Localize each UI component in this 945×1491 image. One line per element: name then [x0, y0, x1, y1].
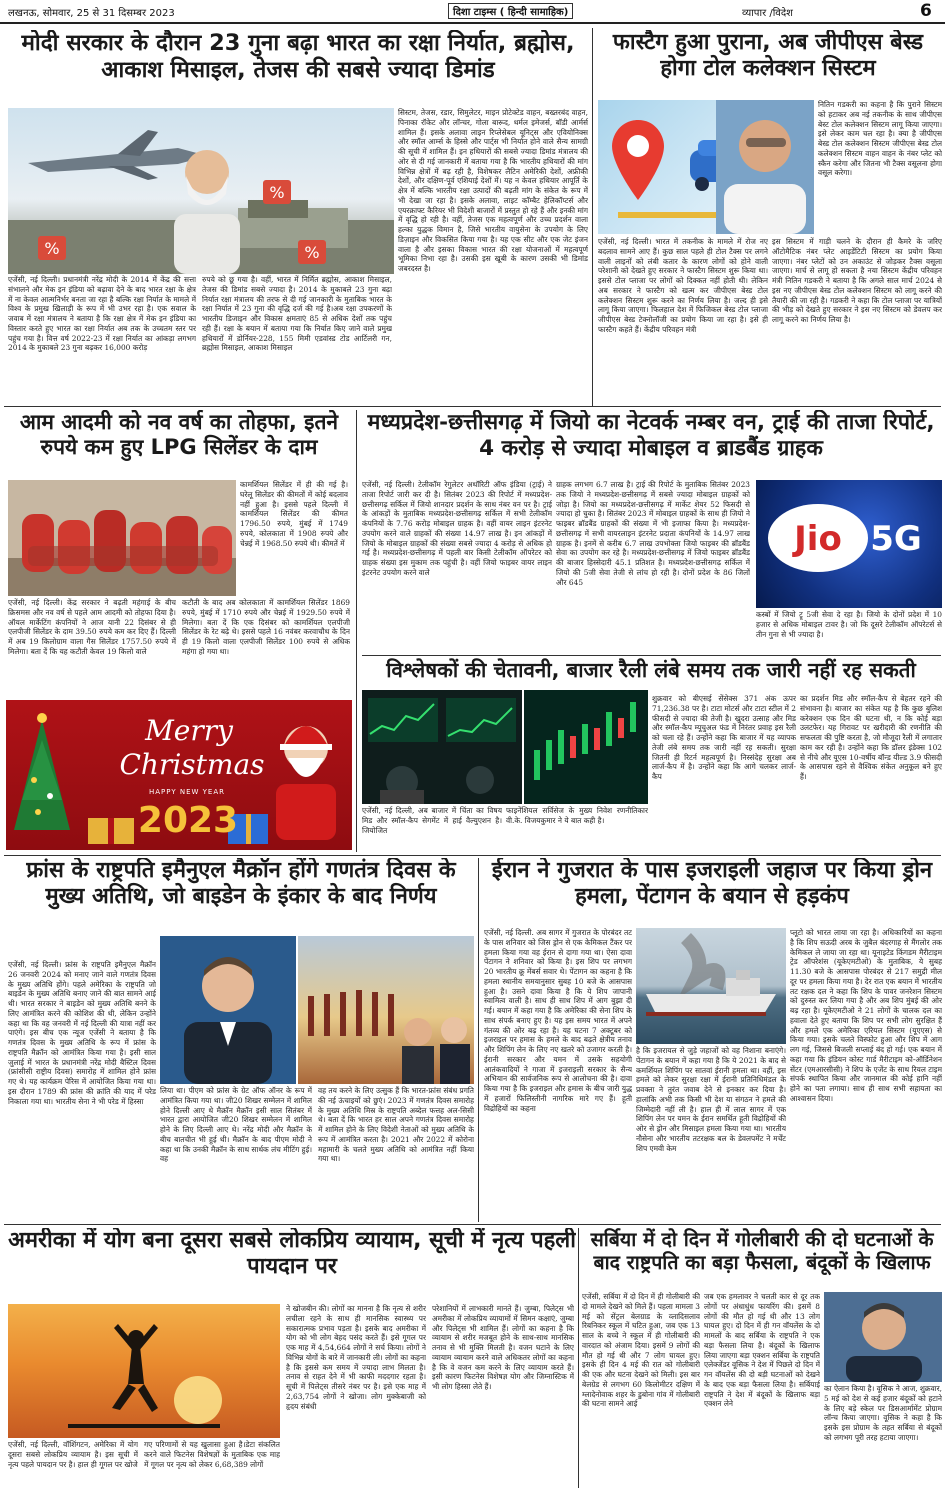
market-col4: का प्रदर्शन मिड और स्मॉल-कैप से बेहतर रहने की संभावना है। बाजार का संकेत यह है कि कुछ बुलिश करेक्शन एक दिन की घटना थी, न कि कोई बड़ा उलटफेर। यह गिरावट पर खरीदारी की रणनीति की सफलता की पुष्टि करता है, जो मौजूदा रैली में लगातार काम कर रही है। उन्होंने कहा कि डॉलर इंडेक्स 102 से नीचे और यूएस 10-वर्षीय बॉन्ड यील्ड 3.9 फीसदी के आसपास रहने से वैश्विक संकेत अनुकूल बने हुए हैं। [800, 694, 942, 782]
defence-col1: एजेंसी, नई दिल्ली। प्रधानमंत्री नरेंद्र मोदी के 2014 में केंद्र की सत्ता संभालने और मेक इन इंडिया को बढ़ावा देने के बाद भारत रक्षा के क्षेत्र में ना केवल आत्मनिर्भर बनता जा रहा है बल्कि रक्षा निर्यात के मामले में विश्व के प्रमुख खिलाड़ी के रूप में भी उभर रहा है। एक सवाल के जवाब में रक्षा मंत्रालय ने बताया है कि रक्षा क्षेत्र में मेक इन इंडिया का विस्तार करते हुए भारत का रक्षा निर्यात अब तक के उच्चतम स्तर पर पहुंच गया है। वित्त वर्ष 2022-23 में रक्षा निर्यात का आंकड़ा लगभग 2014 के मुकाबले 23 गुना बढ़कर 16,000 करोड़ [8, 275, 196, 353]
market-headline: विश्लेषकों की चेतावनी, बाजार रैली लंबे समय तक जारी नहीं रह सकती [386, 658, 916, 682]
stock-chart-image [524, 690, 648, 804]
row-rule [4, 406, 941, 407]
iran-col3: प्लूटो को भारत लाया जा रहा है। अधिकारियों का कहना है कि शिप सऊदी अरब के जुबैल बंदरगाह से मैंगलोर तक केमिकल ले जाया जा रहा था। यूनाइटेड किंगडम मैरीटाइम ट्रेड ऑपरेशंस (यूकेएमटीओ) के मुताबिक, ये सुबह 11.30 बजे के आसपास पोरबंदर से 217 समुद्री मील दूर पर हमला किया गया है। देर रात एक बयान में भारतीय तट रक्षक दल ने कहा कि शिप के पावर जनरेशन सिस्टम को दुरुस्त कर लिया गया है और अब शिप मुंबई की ओर बढ़ रहा है। यूकेएमटीओ ने 21 लोगों के चालक दल का हवाला देते हुए बताया कि शिप पर सभी लोग सुरक्षित हैं और हमले एक अमेरिका एरियल सिस्टम (यूएएस) से किया गया। इसके चलते विस्फोट हुआ और शिप में आग लग गई, जिससे बिजली सप्लाई बंद हो गई। एक बयान में कहा गया कि इंडियन कोस्ट गार्ड मैरीटाइम को-ऑर्डिनेशन सेंटर (एमआरसीसी) ने शिप के एजेंट के साथ रियल टाइम संपर्क स्थापित किया और जानमाल की कोई हानि नहीं होने का पता लगाया। साथ ही साथ सभी सहायता का आश्वासन दिया। [790, 928, 942, 1104]
yoga-headline: अमरीका में योग बना दूसरा सबसे लोकप्रिय व्यायाम, सूची में नृत्य पहली पायदान पर [8, 1228, 576, 1280]
gadkari-portrait [716, 100, 814, 234]
row-rule [4, 1224, 941, 1225]
serbia-headline: सर्बिया में दो दिन में गोलीबारी की दो घटनाओं के बाद राष्ट्रपति का बड़ा फैसला, बंदूकों के खिलाफ [590, 1228, 934, 1275]
republic-parade-image [298, 936, 474, 1084]
lpg-side-text: कामर्शियल सिलेंडर में ही की गई है। घरेलू सिलेंडर की कीमतों में कोई बदलाव नहीं हुआ है। इससे पहले दिल्ली में कामर्शियल सिलेंडर की कीमत 1796.50 रुपये, मुंबई में 1749 रुपये, कोलकाता में 1908 रुपये और चेन्नई में 1968.50 रुपये थी। कीमतें में [240, 480, 348, 548]
svg-text:Jio: Jio [794, 519, 842, 559]
france-col2: लिया था। पीएम को फ्रांस के ग्रेट ऑफ ऑनर के रूप में आमंत्रित किया गया था। जी20 शिखर सम्मेलन में शामिल होने दिल्ली आए थे मैक्रॉन मैक्रॉन इसी साल सितंबर में भारत द्वारा आयोजित जी20 शिखर सम्मेलन में शामिल होने के लिए दिल्ली आए थे। नरेंद्र मोदी और मैक्रॉन के बीच बातचीत भी हुई थी। मैक्रॉन के बाद पीएम मोदी ने कहा था कि उनकी मैक्रॉन के साथ सार्थक लंच मीटिंग हुई। वह [160, 1086, 312, 1164]
yoga-col1: एजेंसी, नई दिल्ली, वॉशिंगटन, अमेरिका में योग दूसरा सबसे लोकप्रिय व्यायाम है। इस सूची में नृत्य पहले पायदान पर है। हाल ही गूगल पर खोजे [8, 1440, 138, 1469]
market-col1: एजेंसी, नई दिल्ली, अब बाजार में चिंता का विषय मिड और स्मॉल-कैप सेगमेंट में हाई वैल्युएशन है। जियोजित [362, 806, 502, 835]
svg-text:%: % [304, 243, 320, 262]
happy-new-year-banner: HAPPY NEW YEAR [149, 788, 225, 796]
column-rule [578, 1228, 579, 1488]
jio-col2: ग्राहक लगभग 6.7 लाख है। ट्राई की रिपोर्ट के मुताबिक सितंबर 2023 तक जियो ने मध्यप्रदेश-छत्तीसगढ़ में सबसे ज्यादा मोबाइल ग्राहकों को जोड़ा है। जियो का मध्यप्रदेश-छत्तीसगढ़ में मार्केट शेयर 52 फिसदी से ज्यादा हो चुका है। सितंबर 2023 में मोबाइल ग्राहकों के साथ ही जियो ने फाइबर ब्रॉडबैंड ग्राहकों की संख्या में भी इजाफा किया है। मध्यप्रदेश-छत्तीसगढ़ में सभी वायरलाइन इंटरनेट प्रदाता कंपनियों के 14.97 लाख ग्राहक है। इनमें से करीब 6.7 लाख उपभोक्ता जियो फाइबर की ब्रॉडबैंड सेवा का उपयोग कर रहे है। मध्यप्रदेश-छत्तीसगढ़ में जियो फाइबर ब्रॉडबैंड की बाजार हिस्सेदारी 45.1 प्रतिशत है। मध्यप्रदेश-छत्तीसगढ़ सर्किल में जियो की 5जी सेवा तेजी से लांच हो रही है। दोनों प्रदेश के 86 जिलों और 645 [556, 480, 750, 587]
defence-col3: सिस्टम, तेजस, रडार, सिमुलेटर, माइन प्रोटेक्टेड वाहन, बख्तरबंद वाहन, पिनाका रॉकेट और लॉन्चर, गोला बारूद, थर्मल इमेजर्स, बॉडी आर्मर्स शामिल हैं। इसके अलावा लाइन रिप्लेसेबल यूनिट्स और एवियोनिक्स और स्मॉल आर्म्स के हिस्से और पार्ट्स भी निर्यात होने वाले सैन्य सामग्री की सूची में शामिल हैं। इन हथियारों की सबसे ज्यादा डिमांड मंत्रालय की ओर से दी गई जानकारी में बताया गया है कि भारतीय हथियारों की मांग विभिन्न क्षेत्रों में बढ़ रही है, विशेषकर लैटिन अमेरिकी देशों, अफ्रीकी देशों, और दक्षिण-पूर्व एशियाई देशों में। यह न केवल हथियार आपूर्ति के क्षेत्र में बल्कि भारतीय रक्षा उत्पादों की बढ़ती मांग के संकेत के रूप में भी देखा जा रहा है। इसके अलावा, लाइट कॉम्बैट हेलिकॉप्टर्स और एयरक्राफ्ट कैरियर भी विदेशी बाजारों में प्रस्तुत हो रहे हैं और इनकी मांग में वृद्धि हो रही है। वहीं, तेजस एक महत्वपूर्ण और उच्च प्रदर्शन वाला हल्का युद्धक विमान है, जिसे भारतीय वायुसेना के उपयोग के लिए डिज़ाइन और विकसित किया गया है। यह एक सीट और एक जेट इंजन वाला है और इसका विकास भारत की रक्षा योजनाओं में महत्वपूर्ण भूमिका निभा रहा है। उसकी इस खूबी के कारण उसकी भी डिमांड जबरदस्त है। [398, 108, 588, 274]
lpg-headline: आम आदमी को नव वर्ष का तोहफा, इतने रुपये कम हुए LPG सिलेंडर के दाम [19, 410, 339, 460]
column-rule [478, 858, 479, 1222]
vucic-portrait [824, 1292, 942, 1382]
row-rule [362, 655, 941, 656]
iran-col1: एजेंसी, नई दिल्ली. अब सागर में गुजरात के पोरबंदर तट के पास शनिवार को जिस ड्रोन से एक केमिकल टैंकर पर हमला किया गया वह ईरान से दागा गया था। ऐसा दावा पेंटागन ने शनिवार को किया है। इस शिप पर लगभग 20 भारतीय क्रू मेंबर्स सवार थे। पेंटागन का कहना है कि हमला स्थानीय समयानुसार सुबह 10 बजे के आसपास हुआ है। उसने दावा किया है कि ये शिप जापानी स्वामित्व वाली है। साथ ही साथ शिप में आग बुझा दी गई। बयान में कहा गया है कि अमेरिका की सेना शिप के साथ संपर्क बनाए हुए है। यह इस समय भारत में अपने गंतव्य की ओर बढ़ रहा है। यह घटना 7 अक्टूबर को इजराइल पर हमास के हमले के बाद बढ़ते क्षेत्रीय तनाव और शिपिंग लेन के लिए नए खतरे को उजागर करती है। ईरानी सरकार और यमन में उसके सहयोगी आतंकवादियों ने गाजा में इजराइली सरकार के सैन्य अभियान की सार्वजनिक रूप से आलोचना की है। दावा किया गया है कि इजराइल और हमास के बीच जारी युद्ध में हजारों फिलिस्तीनी नागरिक मारे गए हैं। हूती विद्रोहियों का कहना [484, 928, 632, 1113]
macron-portrait [160, 936, 296, 1084]
svg-text:%: % [44, 239, 60, 258]
lpg-col2: कटौती के बाद अब कोलकाता में कामर्शियल सिलेंडर 1869 रुपये, मुंबई में 1710 रुपये और चेन्नई में 1929.50 रुपये में मिलेगा। बता दें कि एक दिसंबर को कामर्शियल एलपीजी सिलेंडर के रेट बढ़े थे। इससे पहले 16 नवंबर करवाचौथ के दिन ही 19 किलो वाला एलपीजी सिलेंडर 100 रुपये से अधिक महंगा हो गया था। [182, 598, 350, 656]
yoga-col3: ने खोजबीन की। लोगों का मानना है कि नृत्य से शरीर लचीला रहने के साथ ही मानसिक स्वास्थ्य पर सकारात्मक प्रभाव पड़ता है। इसके बाद अमरीका में योग को भी लोग बेहद पसंद करते हैं। इसे गूगल पर एक माह में 4,54,664 लोगों ने सर्च किया। लोगों ने विभिन्न योगों के बारे में जानकारी ली। लोगों का कहना है कि इससे कम समय में ज्यादा लाभ मिलता है। तनाव से राहत देने में भी काफी मददगार रहता है। सूची में पिलेट्स तीसरे नंबर पर है। इसे एक माह में 2,63,754 लोगों ने खोजा। लोग मुक्केबाजी को हृदय संबंधी [286, 1304, 426, 1411]
iran-headline: ईरान ने गुजरात के पास इजराइली जहाज पर किया ड्रोन हमला, पेंटागन के बयान से हड़कंप [491, 858, 933, 910]
masthead-dateline: लखनऊ, सोमवार, 25 से 31 दिसम्बर 2023 [8, 8, 175, 19]
serbia-col1: एजेंसी, सर्बिया में दो दिन में ही गोलीबारी की दो मामले देखने को मिले हैं। पहला मामला 3 मई को सेंट्रल बेलग्राड के व्लादिसलाव रिबनिकर स्कूल में घटित हुआ, जब एक 13 साल के बच्चे ने स्कूल में ही गोलीबारी की वारदात को अंजाम दिया। इसमें 9 लोगों की मौत हो गई थी और 7 लोग घायल हुए। इसके ही दिन 4 मई की रात को गोलीबारी की एक और घटना देखने को मिली। इस बार बेलग्रेड से लगभग 60 किलोमीटर दक्षिण में म्लादेनोवाक शहर के डुबोना गांव में गोलीबारी की घटना सामने आई [582, 1292, 700, 1409]
lpg-col1: एजेंसी, नई दिल्ली। केंद्र सरकार ने बढ़ती महंगाई के बीच क्रिसमस और नव वर्ष से पहले आम आदमी को तोहफा दिया है। ऑयल मार्केटिंग कंपनियों ने आज यानी 22 दिसंबर से ही एलपीजी सिलेंडर के दाम 39.50 रुपये कम कर दिए हैं। दिल्ली में अब 19 किलोग्राम वाला गैस सिलेंडर 1757.50 रुपये में मिलेगा। बता दें कि यह कटौती केवल 19 किलो वाले [8, 598, 176, 656]
stock-screens-image [362, 690, 522, 804]
jio-col1: एजेंसी, नई दिल्ली। टेलीकॉम रेगुलेटर अथॉरिटी ऑफ इंडिया (ट्राई) ने ताजा रिपोर्ट जारी कर दी है। सितंबर 2023 की रिपोर्ट में मध्यप्रदेश-छत्तीसगढ़ सर्किल में जियो शानदार प्रदर्शन के साथ नंबर वन पर है। ट्राई के आंकड़ों के मुताबिक मध्यप्रदेश-छत्तीसगढ़ सर्किल में सभी टेलीकॉम कंपनियों के 7.76 करोड़ मोबाइल ग्राहक है। वहीं वायर लाइन इंटरनेट उपयोग करने वाले ग्राहकों की संख्या 14.97 लाख है। इन आंकड़ों में जियो के मोबाइल ग्राहकों की संख्या सबसे ज्यादा 4 करोड़ से अधिक हो गई है। मध्यप्रदेश-छत्तीसगढ़ में पहली बार किसी टेलीकॉम ऑपरेटर को ग्राहक संख्या इस मुकाम तक पहुंची है। वहीं जियो फाइबर वायर लाइन इंटरनेट उपयोग करने वाले [362, 480, 552, 577]
yoga-col4: परेशानियों में लाभकारी मानते हैं। जुम्बा, पिलेट्स भी अमरीका में लोकप्रिय व्यायामों में सिमन कक्षाएं, जुम्बा और पिलेट्स भी शामिल हैं। लोगों का कहना है कि व्यायाम से शरीर मजबूत होने के साथ-साथ मानसिक तनाव से भी मुक्ति मिलती है। वजन घटाने के लिए व्यायाम व्यायाम करने वाले अधिकतर लोगों का कहना है कि वे वजन कम करने के लिए व्यायाम करते हैं। इसी कारण फिटनेस विशेषज्ञ योग और जिम्नास्टिक में भी लोग हिस्सा लेते हैं। [432, 1304, 574, 1392]
year-2023: 2023 [137, 800, 239, 841]
serbia-col3: का ऐलान किया है। वूसिक ने आज, शुक्रवार, 5 मई को देश से कई हजार बंदूकों को हटाने के लिए बड़े स्केल पर डिसआर्मामेंट प्रोग्राम लॉन्च किया जाएगा। वूसिक ने कहा है कि इसके इस प्रोग्राम के तहत सर्बिया से बंदूकों को लगभग पूरी तरह हटाया जाएगा। [824, 1384, 942, 1442]
gps-pin-icon [612, 120, 664, 200]
jio-col3: कस्बों में जियो ट्रू 5जी सेवा दे रहा है। जियो के दोनों प्रदेश में 10 हजार से अधिक मोबाइल टावर है। जो कि दूसरे टेलीकॉम ऑपरेटर्स से तीन गुना से भी ज्यादा है। [756, 610, 942, 639]
row-rule [4, 855, 941, 856]
svg-text:5G: 5G [870, 519, 922, 559]
fighter-jet-image [8, 108, 394, 274]
yoga-silhouette-image [8, 1304, 280, 1438]
fastag-col1: एजेंसी, नई दिल्ली। भारत में तकनीक के मामले में रोज नए बदलाव सामने आए हैं। कुछ साल पहले ही टोल टैक्स पर लगने वाली लाइनों को लंबी कतार के कारण लोगों को होने वाली परेशानी को देखते हुए सरकार ने फास्टैग सिस्टम शुरू किया था। इससे टोल प्लाजा पर लोगों को दिक्कत नहीं होती थी। लेकिन अब सरकार ने फास्टैग को खत्म कर जीपीएस बेस्ड टोल कलेक्शन सिस्टम शुरू करने का निर्णय लिया है। जल्द ही इसे लागू किया जाएगा। फिलहाल देश में फिजिकल बेस्ड टोल प्लाजा जीपीएस बेस्ड टेक्नोलॉजी का प्रयोग किया जा रहा है। इसे ही फास्टैग कहते हैं। केंद्रीय परिवहन मंत्री [598, 237, 768, 334]
burning-ship-image [636, 928, 786, 1044]
serbia-col2: जब एक हमलावर ने चलती कार से दूर तक लोगों पर अंधाधुंध फायरिंग की। इसमें 8 लोगों की मौत हो गई थी और 13 लोग घायल हुए। दो दिन में ही गन वॉयलेंस के दो मामलों के बाद सर्बिया के राष्ट्रपति ने एक बड़ा फैसला लिया है। बंदूकों के खिलाफ लिया जाएगा बड़ा एक्शन सर्बिया के राष्ट्रपति एलेक्जेंडर वूसिक ने देश में पिछले दो दिन में गन वॉयलेंस की दो बड़ी घटनाओं को देखने के बाद एक बड़ा फैसला लिया है। सर्बियाई राष्ट्रपति ने देश में बंदूकों के खिलाफ बड़ा एक्शन लेने [704, 1292, 820, 1409]
masthead [0, 0, 945, 24]
france-col3: वह तय करने के लिए उत्सुक हैं कि भारत-फ्रांस संबंध प्रगति की नई ऊंचाइयों को छुएं। 2023 में गणतंत्र दिवस समारोह के मुख्य अतिथि मिस्र के राष्ट्रपति अब्देल फत्तह अल-सिसी थे। बता दें कि भारत हर साल अपने गणतंत्र दिवस समारोह में शामिल होने के लिए विदेशी नेताओं को मुख्य अतिथि के रूप में आमंत्रित करता है। 2021 और 2022 में कोरोना महामारी के चलते मुख्य अतिथि को आमंत्रित नहीं किया गया था। [318, 1086, 474, 1164]
masthead-paper-name: दिशा टाइम्स ( हिन्दी सामाहिक) [448, 3, 573, 19]
market-col2: फाइनेंशियल सर्विसेज के मुख्य निवेश रणनीतिकार वी.के. विजयकुमार ने ये बात कही है। [506, 806, 648, 825]
iran-col2: है कि इजरायल से जुड़े जहाजों को वह निशाना बनाएंगे। पेंटागन के बयान में कहा गया है कि ये 2021 के बाद से कमर्शियल शिपिंग पर सातवां ईरानी हमला था। वहीं, इस हमले को लेकर सुरक्षा रक्षा में ईरानी प्रतिनिधिमंडल के प्रवक्ता ने तुरंत जवाब देने से इनकार कर दिया है। हालांकि अभी तक किसी भी देश या संगठन ने हमले की जिम्मेदारी नहीं ली है। हाल ही में लाल सागर में एक शिपिंग लेन पर यमन के ईरान समर्थित हूती विद्रोहियों की ओर से ड्रोन और मिसाइल हमला किया गया था। भारतीय नौसेना और भारतीय तटरक्षक बल के डेवलपमेंट ने मर्चेंट शिप एमवी केम [636, 1046, 786, 1153]
france-headline: फ्रांस के राष्ट्रपति इमैनुएल मैक्रॉन होंगे गणतंत्र दिवस के मुख्य अतिथि, जो बाइडेन के इंकार के बाद निर्णय [26, 858, 456, 910]
fastag-headline: फास्टैग हुआ पुराना, अब जीपीएस बेस्ड होगा टोल कलेक्शन सिस्टम [612, 30, 924, 82]
market-col3: शुक्रवार को बीएसई सेंसेक्स 371 अंक ऊपर 71,236.38 पर है। टाटा मोटर्स और टाटा स्टील में 2 फीसदी से ज्यादा की तेजी है। खुदरा उत्साह और मिड और स्मॉल-कैप म्यूचुअल फंड में निरंतर प्रवाह इस रैली को चला रहे हैं। उन्होंने कहा कि बाजार में यह व्यापक तेजी लंबे समय तक जारी नहीं रह सकती। सुरक्षा जितनी ही रिटर्न महत्वपूर्ण है। निस्संदेह सुरक्षा अब लार्ज-कैप में है। उन्होंने कहा कि आगे चलकर लार्ज-कैप [652, 694, 796, 782]
page-number: 6 [920, 1, 932, 21]
defence-col2: रुपये को छू गया है। वहीं, भारत में निर्मित ब्रह्मोस, आकाश मिसाइल, तेजस की डिमांड सबसे ज्यादा है। 2014 के मुकाबले 23 गुना बढ़ा निर्यात रक्षा मंत्रालय की तरफ से दी गई जानकारी के मुताबिक भारत के रक्षा निर्यात में 23 गुना की वृद्धि दर्ज की गई है।अब रक्षा उपकरणों के भारतीय डिजाइन और विकास क्षमताएं 85 से अधिक देशों तक पहुंच रही हैं। रक्षा के बयान में बताया गया कि निर्यात किए जाने वाले प्रमुख हथियारों में डोर्नियर-228, 155 मिमी एडवांस्ड टोड आर्टिलरी गन, ब्रह्मोस मिसाइल, आकाश मिसाइल [202, 275, 392, 353]
yoga-col2: गए परिणामों से यह खुलासा हुआ है।डेटा संकलित करने वाले फिटनेस विशेषज्ञों के मुताबिक एक माह में गूगल पर नृत्य को लेकर 6,68,389 लोगों [144, 1440, 280, 1469]
svg-text:%: % [269, 183, 285, 202]
column-rule [592, 28, 593, 406]
fastag-col2: इस सिस्टम में गाड़ी चलने के दौरान ही कैमरे के जरिए ऑटोमैटिक नंबर प्लेट आइडेंटिटी सिस्टम का प्रयोग किया जाएगा। नंबर प्लेटों को उन अकाउंट से जोड़कर टैक्स वसूला जाएगा। मार्च से लागू हो सकता है नया सिस्टम केंद्रीय परिवहन मंत्री नितिन गडकरी ने बताया है कि अगले साल मार्च 2024 से इस नए जीपीएस बेस्ड टोल कलेक्शन सिस्टम को लागू करने की तैयारी की जा रही है। गडकरी ने कहा कि टोल प्लाजा पर यात्रियों की भीड़ को देखते हुए सरकार ने इस नए सिस्टम को डेवलप कर लागू करने का निर्णय लिया है। [772, 237, 942, 325]
fastag-side-text: नितिन गडकरी का कहना है कि पुराने सिस्टम को हटाकर अब नई तकनीक के साथ जीपीएस बेस्ट टोल कलेक्शन सिस्टम लागू किया जाएगा। इसे लेकर काम चल रहा है। क्या है जीपीएस बेस्ड टोल कलेक्शन सिस्टम जीपीएस बेस्ड टोल कलेक्शन सिस्टम वाहन वाहन के नंबर प्लेट को स्कैन करेगा और जितना भी टैक्स वसूलना होगा वसूल करेगा। [818, 100, 942, 178]
merry-text: Merry [145, 714, 233, 747]
jio-5g-logo [756, 480, 942, 608]
france-col1: एजेंसी, नई दिल्ली। फ्रांस के राष्ट्रपति इमैनुएल मैक्रॉन 26 जनवरी 2024 को मनाए जाने वाले गणतंत्र दिवस के मुख्य अतिथि होंगे। पहले अमेरिका के राष्ट्रपति जो बाइडेन के मुख्य अतिथि बनाए जाने की बात सामने आई थी। भारत सरकार ने बाइडेन को मुख्य अतिथि बनने के लिए आमंत्रित करने की कोशिश की थी, लेकिन उन्होंने कहा था कि वह जनवरी में नई दिल्ली की यात्रा नहीं कर पाएंगे। इस बीच एक न्यूज एजेंसी ने बताया है कि गणतंत्र दिवस के मुख्य अतिथि के रूप में फ्रांस के राष्ट्रपति मैक्रॉन को आमंत्रित किया गया है। इसी साल जुलाई में भारत के प्रधानमंत्री नरेंद्र मोदी बैस्टिल दिवस (फ्रांसीसी राष्ट्रीय दिवस) समारोह में शामिल होने फ्रांस गए थे। यह कार्यक्रम पेरिस में आयोजित किया गया था। इस दौरान 1789 की फ्रांस की क्रांति की याद में परेड निकाला गया था। भारतीय सेना ने भी परेड में हिस्सा [8, 960, 156, 1106]
modi-portrait [168, 136, 246, 274]
jio-headline: मध्यप्रदेश-छत्तीसगढ़ में जियो का नेटवर्क नम्बर वन, ट्राई की ताजा रिपोर्ट, 4 करोड़ से ज्यादा मोबाइल व ब्राडबैंड ग्राहक [367, 410, 935, 461]
column-rule [356, 410, 357, 852]
gas-cylinders-image [8, 480, 236, 596]
christmas-banner [6, 700, 352, 850]
christmas-text: Christmas [119, 748, 265, 781]
defence-headline: मोदी सरकार के दौरान 23 गुना बढ़ा भारत का रक्षा निर्यात, ब्रह्मोस, आकाश मिसाइल, तेजस की सबसे ज्यादा डिमांड [21, 30, 575, 83]
masthead-section: व्यापार /विदेश [742, 8, 793, 19]
